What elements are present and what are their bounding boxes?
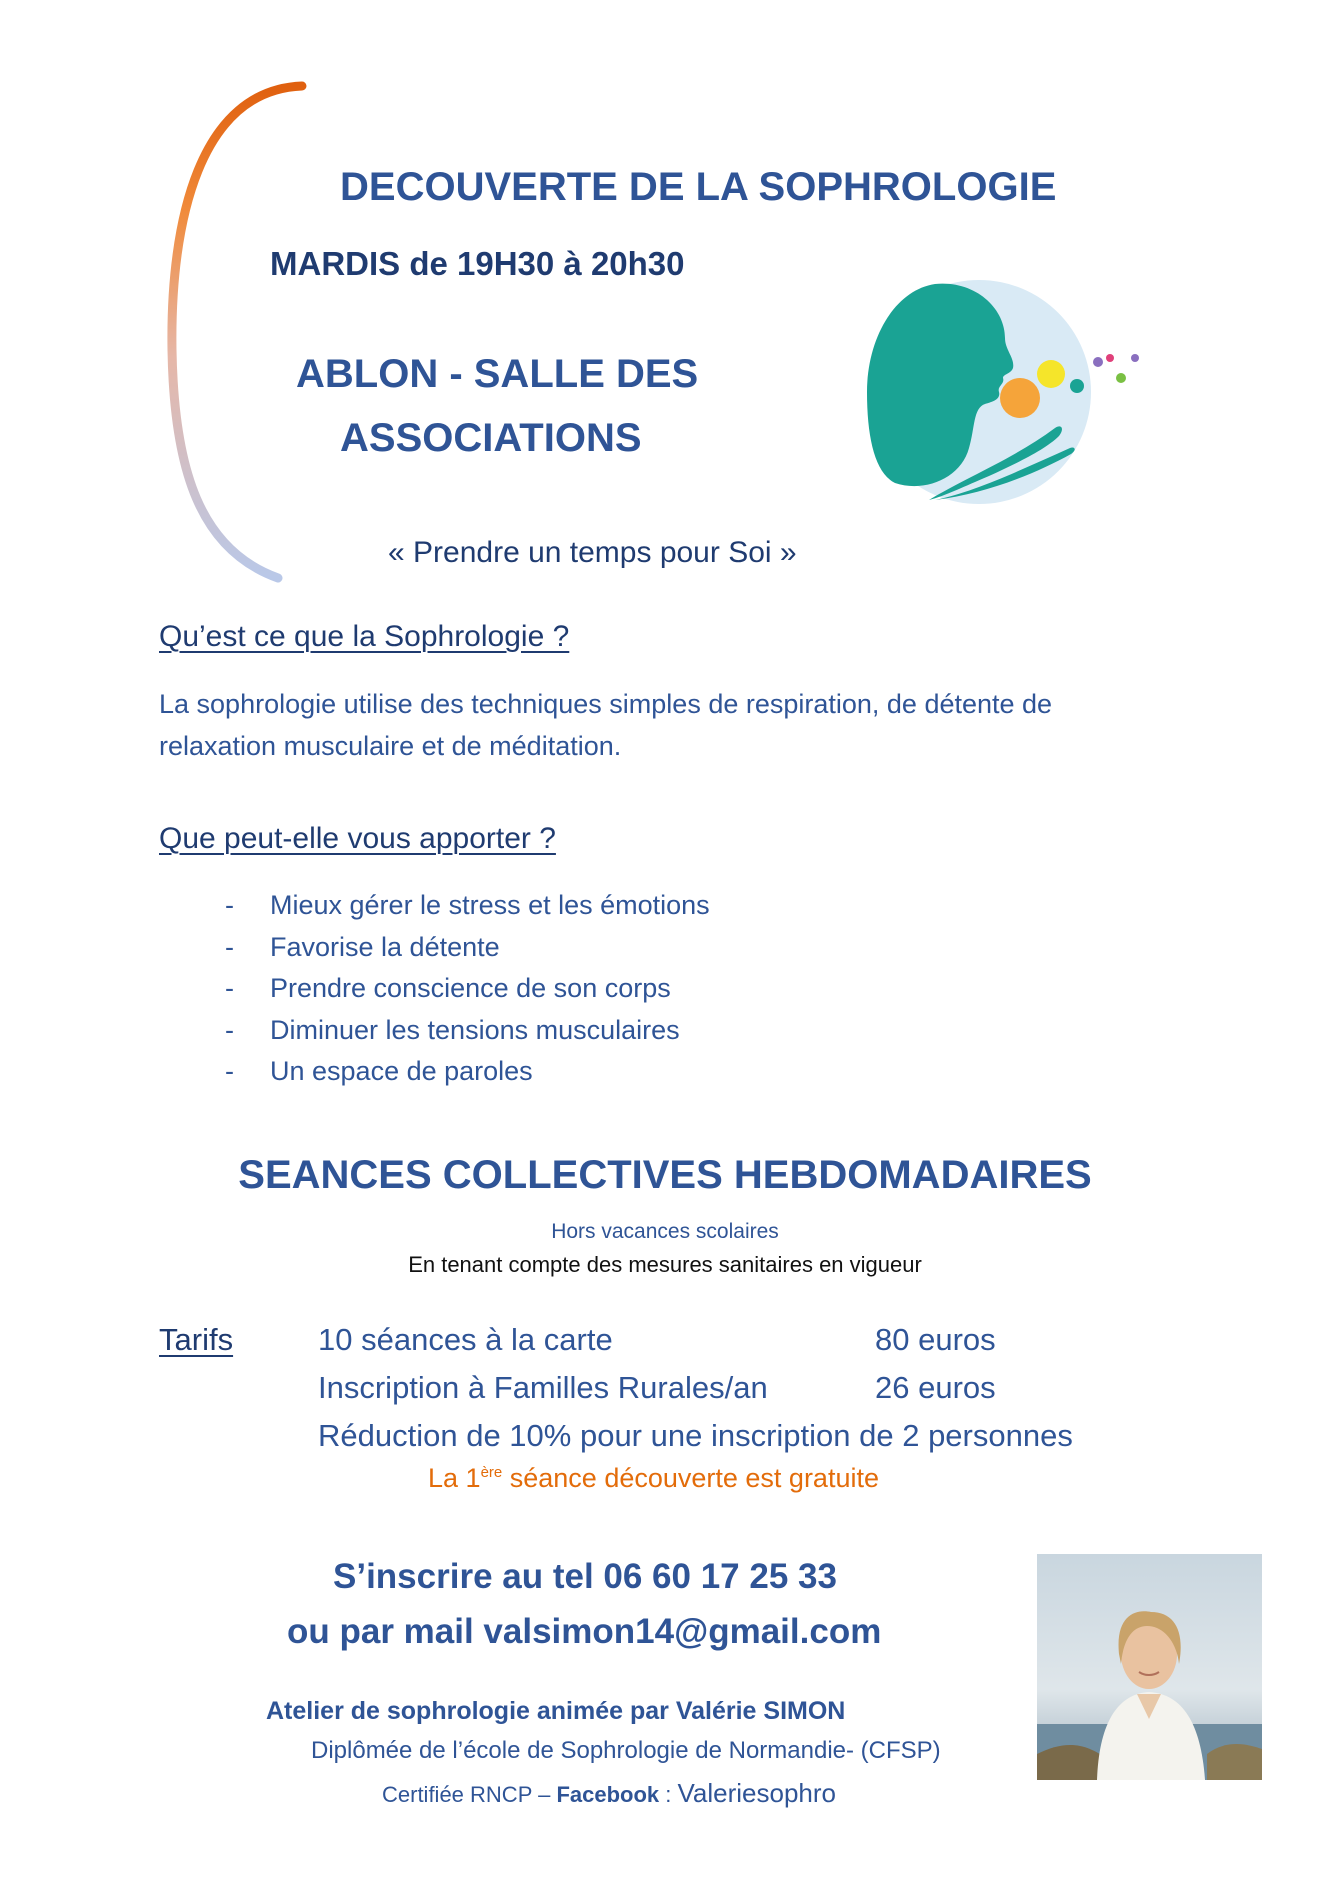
list-item-text: Un espace de paroles xyxy=(270,1056,533,1086)
section-heading-benefits: Que peut-elle vous apporter ? xyxy=(159,822,556,855)
free-session-note xyxy=(428,1463,879,1494)
signup-phone: S’inscrire au tel 06 60 17 25 33 xyxy=(333,1557,837,1596)
bullet-dash: - xyxy=(225,931,234,962)
signup-email: ou par mail valsimon14@gmail.com xyxy=(287,1612,882,1651)
pricing-price: 26 euros xyxy=(875,1370,996,1405)
diploma-text: Diplômée de l’école de Sophrologie de Normandie- (CFSP) xyxy=(311,1737,941,1764)
bullet-dash: - xyxy=(225,1014,234,1045)
list-item xyxy=(225,927,710,969)
pricing-item: 10 séances à la carte xyxy=(318,1322,613,1357)
list-item-text: Mieux gérer le stress et les émotions xyxy=(270,890,710,920)
cert-prefix: Certifiée RNCP – xyxy=(382,1782,557,1807)
benefits-list xyxy=(225,885,710,1093)
list-item xyxy=(225,1051,710,1093)
free-prefix: La 1 xyxy=(428,1463,481,1493)
list-item xyxy=(225,968,710,1010)
bullet-dash: - xyxy=(225,890,234,920)
list-item-text: Diminuer les tensions musculaires xyxy=(270,1014,680,1045)
free-suffix: séance découverte est gratuite xyxy=(502,1463,879,1493)
schedule-text: MARDIS de 19H30 à 20h30 xyxy=(270,245,685,282)
list-item xyxy=(225,885,710,927)
tagline: « Prendre un temps pour Soi » xyxy=(388,536,797,569)
section-paragraph-what: La sophrologie utilise des techniques simples de respiration, de détente de relaxation musculaire et de méditation. xyxy=(159,689,1053,761)
list-item-text: Prendre conscience de son corps xyxy=(270,973,671,1003)
certification-line xyxy=(382,1778,836,1809)
sessions-title: SEANCES COLLECTIVES HEBDOMADAIRES xyxy=(238,1153,1092,1197)
sanitary-note: En tenant compte des mesures sanitaires en vigueur xyxy=(408,1252,922,1277)
free-superscript: ère xyxy=(480,1464,503,1481)
facebook-label: Facebook xyxy=(556,1782,660,1807)
decorative-arc-icon xyxy=(160,80,310,600)
pricing-item: Inscription à Familles Rurales/an xyxy=(318,1370,768,1405)
location-line-1: ABLON - SALLE DES xyxy=(296,352,699,396)
sophrology-logo-icon xyxy=(865,278,1165,508)
pricing-price: 80 euros xyxy=(875,1322,996,1357)
list-item-text: Favorise la détente xyxy=(270,931,500,962)
list-item xyxy=(225,1010,710,1052)
section-heading-what: Qu’est ce que la Sophrologie ? xyxy=(159,620,570,653)
bullet-dash: - xyxy=(225,1056,234,1086)
atelier-credit: Atelier de sophrologie animée par Valérie SIMON xyxy=(266,1697,846,1725)
pricing-discount: Réduction de 10% pour une inscription de 2 personnes xyxy=(318,1418,1073,1453)
portrait-photo xyxy=(1037,1554,1262,1780)
location-line-2: ASSOCIATIONS xyxy=(340,416,642,460)
separator: : xyxy=(659,1782,678,1807)
page-title: DECOUVERTE DE LA SOPHROLOGIE xyxy=(340,165,1057,209)
pricing-label: Tarifs xyxy=(159,1322,234,1357)
bullet-dash: - xyxy=(225,973,234,1003)
facebook-handle: Valeriesophro xyxy=(677,1778,836,1808)
holidays-note: Hors vacances scolaires xyxy=(551,1220,779,1243)
